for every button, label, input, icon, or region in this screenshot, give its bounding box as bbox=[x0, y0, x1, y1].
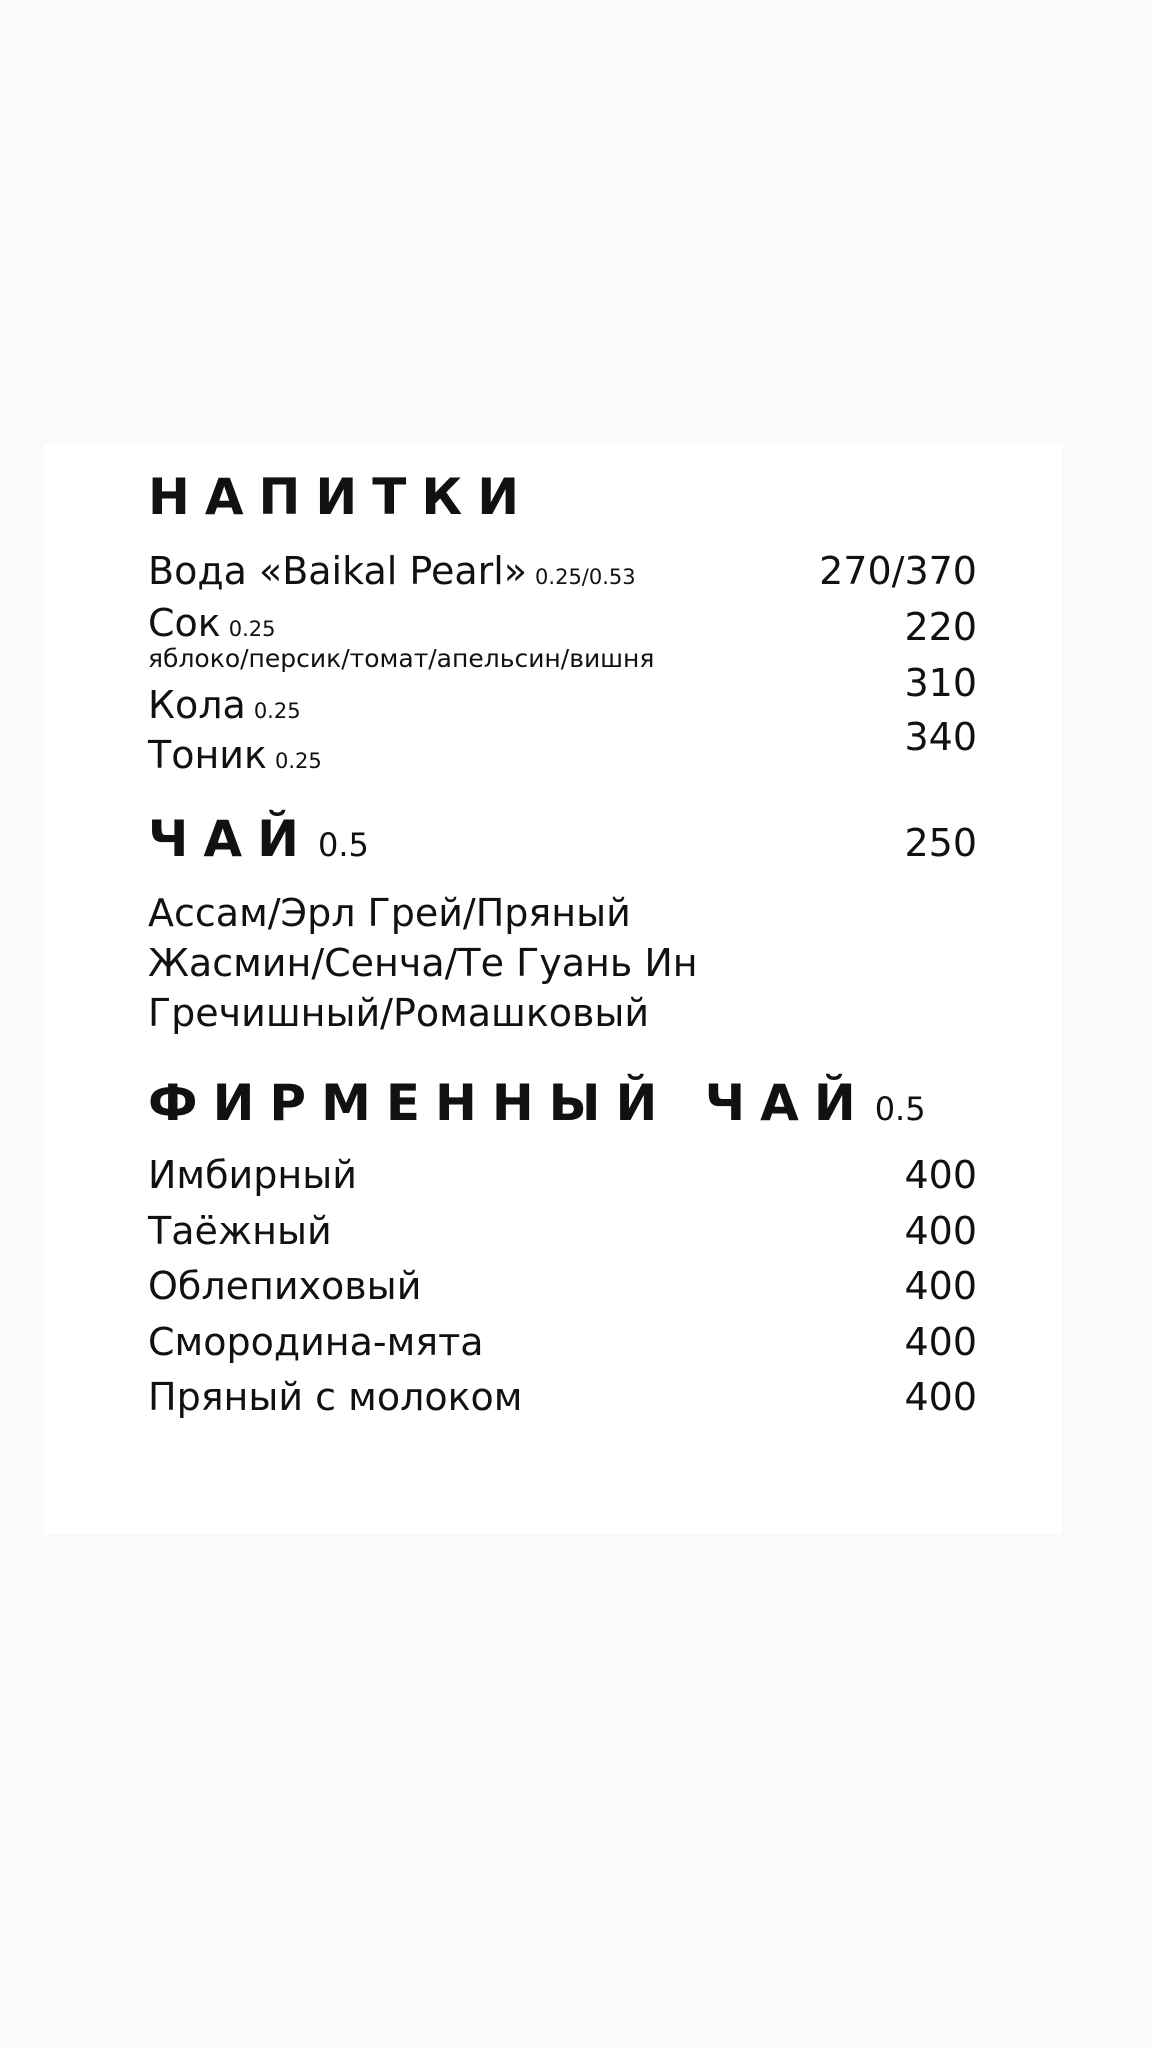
section-title-drinks bbox=[148, 468, 535, 526]
section-title-tea bbox=[148, 810, 369, 868]
menu-item-juice bbox=[148, 601, 276, 645]
price-currant-mint: 400 bbox=[904, 1320, 977, 1364]
signature-tea-volume: 0.5 bbox=[874, 1090, 926, 1128]
section-title-signature-tea-text: ФИРМЕННЫЙ ЧАЙ bbox=[148, 1074, 871, 1132]
item-name: Тоник bbox=[148, 733, 267, 777]
section-title-signature-tea bbox=[148, 1074, 926, 1132]
section-title-tea-text: ЧАЙ bbox=[148, 810, 314, 868]
juice-options: яблоко/персик/томат/апельсин/вишня bbox=[148, 644, 655, 673]
menu-item-currant-mint: Смородина-мята bbox=[148, 1320, 484, 1364]
price-tonic: 340 bbox=[904, 715, 977, 759]
price-cola: 310 bbox=[904, 661, 977, 705]
item-name: Сок bbox=[148, 601, 221, 645]
price-spiced-milk: 400 bbox=[904, 1375, 977, 1419]
price-juice: 220 bbox=[904, 605, 977, 649]
menu-item-taiga: Таёжный bbox=[148, 1209, 332, 1253]
price-tea: 250 bbox=[904, 821, 977, 865]
item-volume: 0.25/0.53 bbox=[535, 565, 636, 589]
menu-item-ginger: Имбирный bbox=[148, 1153, 357, 1197]
price-taiga: 400 bbox=[904, 1209, 977, 1253]
item-volume: 0.25 bbox=[274, 749, 322, 773]
tea-line-3: Гречишный/Ромашковый bbox=[148, 991, 650, 1035]
menu-item-tonic bbox=[148, 733, 322, 777]
item-volume: 0.25 bbox=[228, 617, 276, 641]
item-volume: 0.25 bbox=[253, 699, 301, 723]
price-water: 270/370 bbox=[819, 549, 977, 593]
price-ginger: 400 bbox=[904, 1153, 977, 1197]
menu-item-cola bbox=[148, 683, 301, 727]
tea-volume: 0.5 bbox=[317, 826, 369, 864]
item-name: Вода «Baikal Pearl» bbox=[148, 549, 528, 593]
menu-item-sea-buckthorn: Облепиховый bbox=[148, 1264, 422, 1308]
tea-line-1: Ассам/Эрл Грей/Пряный bbox=[148, 891, 631, 935]
tea-line-2: Жасмин/Сенча/Те Гуань Ин bbox=[148, 941, 698, 985]
item-name: Кола bbox=[148, 683, 246, 727]
price-sea-buckthorn: 400 bbox=[904, 1264, 977, 1308]
section-title-drinks-text: НАПИТКИ bbox=[148, 468, 535, 526]
menu-item-spiced-milk: Пряный с молоком bbox=[148, 1375, 523, 1419]
menu-item-water bbox=[148, 549, 636, 593]
